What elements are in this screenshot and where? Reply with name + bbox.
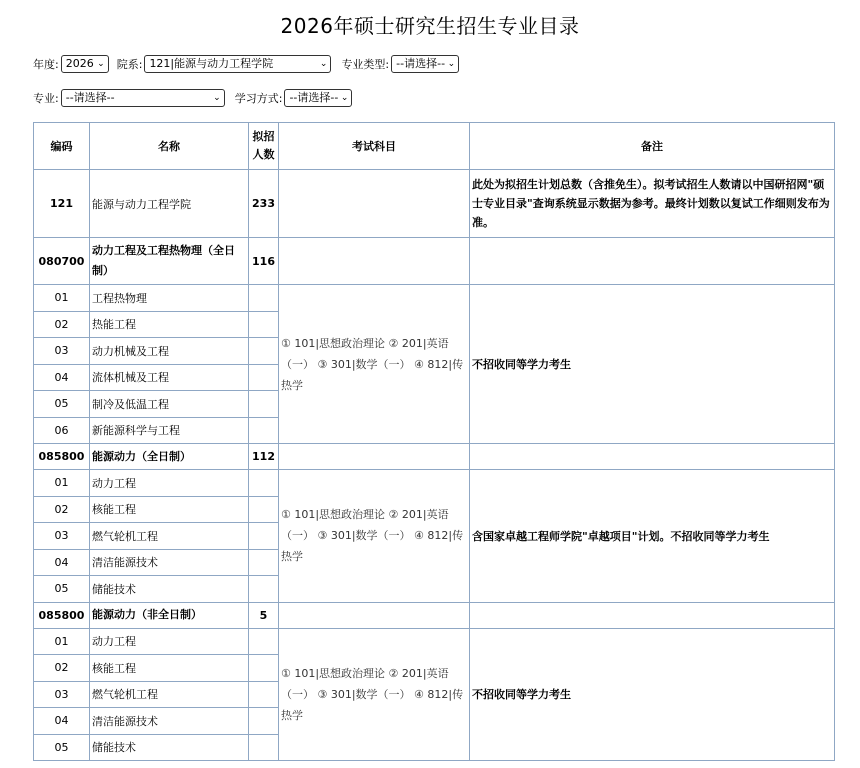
direction-count [249, 391, 279, 418]
direction-code: 05 [34, 576, 90, 603]
dept-code: 121 [34, 170, 90, 238]
direction-count [249, 576, 279, 603]
filter-row-2 [33, 89, 352, 107]
direction-count [249, 708, 279, 735]
dept-select-value: 121|能源与动力工程学院 [149, 57, 274, 70]
direction-count [249, 417, 279, 444]
direction-count [249, 311, 279, 338]
direction-code: 02 [34, 496, 90, 523]
direction-code: 04 [34, 364, 90, 391]
chevron-down-icon: ⌄ [319, 59, 328, 69]
direction-name: 燃气轮机工程 [90, 523, 249, 550]
direction-name: 热能工程 [90, 311, 249, 338]
major-select-value: --请选择-- [65, 91, 115, 104]
exam-subjects: ① 101|思想政治理论 ② 201|英语（一） ③ 301|数学（一） ④ 812|传热学 [279, 628, 470, 761]
direction-count [249, 285, 279, 312]
major-note-empty [470, 602, 835, 628]
major-count: 116 [249, 238, 279, 285]
major-exam-empty [279, 238, 470, 285]
direction-code: 02 [34, 655, 90, 682]
major-row [34, 444, 835, 470]
dept-row [34, 170, 835, 238]
major-count: 5 [249, 602, 279, 628]
direction-count [249, 470, 279, 497]
dept-name: 能源与动力工程学院 [90, 170, 249, 238]
dept-select[interactable] [144, 55, 331, 73]
dept-exam [279, 170, 470, 238]
page-title: 2026年硕士研究生招生专业目录 [280, 14, 580, 38]
major-code: 080700 [34, 238, 90, 285]
direction-code: 05 [34, 391, 90, 418]
direction-count [249, 523, 279, 550]
direction-name: 制冷及低温工程 [90, 391, 249, 418]
direction-code: 03 [34, 523, 90, 550]
direction-name: 动力机械及工程 [90, 338, 249, 365]
direction-code: 01 [34, 285, 90, 312]
direction-count [249, 734, 279, 761]
mode-label: 学习方式: [234, 92, 283, 105]
direction-code: 05 [34, 734, 90, 761]
type-select-value: --请选择-- [396, 57, 446, 70]
header-code: 编码 [34, 123, 90, 170]
direction-row [34, 285, 835, 312]
year-select[interactable] [61, 55, 109, 73]
direction-name: 储能技术 [90, 734, 249, 761]
major-exam-empty [279, 602, 470, 628]
direction-name: 储能技术 [90, 576, 249, 603]
direction-code: 01 [34, 628, 90, 655]
direction-code: 04 [34, 708, 90, 735]
chevron-down-icon: ⌄ [97, 59, 105, 69]
direction-name: 核能工程 [90, 655, 249, 682]
direction-count [249, 338, 279, 365]
exam-subjects: ① 101|思想政治理论 ② 201|英语（一） ③ 301|数学（一） ④ 812|传热学 [279, 285, 470, 444]
mode-select[interactable] [284, 89, 352, 107]
major-row [34, 238, 835, 285]
direction-count [249, 549, 279, 576]
major-row [34, 602, 835, 628]
header-count: 拟招人数 [249, 123, 279, 170]
direction-code: 03 [34, 681, 90, 708]
direction-name: 核能工程 [90, 496, 249, 523]
year-label: 年度: [33, 58, 59, 71]
catalog-table [33, 122, 835, 761]
direction-name: 清洁能源技术 [90, 549, 249, 576]
direction-count [249, 681, 279, 708]
table-header-row [34, 123, 835, 170]
chevron-down-icon: ⌄ [213, 93, 221, 103]
header-note: 备注 [470, 123, 835, 170]
year-select-value: 2026 [65, 57, 94, 70]
direction-row [34, 470, 835, 497]
major-exam-empty [279, 444, 470, 470]
direction-name: 燃气轮机工程 [90, 681, 249, 708]
dept-note: 此处为拟招生计划总数（含推免生）。拟考试招生人数请以中国研招网"硕士专业目录"查询系统显示数据为参考。最终计划数以复试工作细则发布为准。 [470, 170, 835, 238]
major-name: 动力工程及工程热物理（全日制） [90, 238, 249, 285]
major-label: 专业: [33, 92, 59, 105]
direction-name: 清洁能源技术 [90, 708, 249, 735]
direction-name: 流体机械及工程 [90, 364, 249, 391]
direction-count [249, 655, 279, 682]
direction-note: 不招收同等学力考生 [470, 628, 835, 761]
type-select[interactable] [391, 55, 459, 73]
direction-code: 01 [34, 470, 90, 497]
direction-code: 02 [34, 311, 90, 338]
major-code: 085800 [34, 602, 90, 628]
direction-note: 不招收同等学力考生 [470, 285, 835, 444]
direction-note: 含国家卓越工程师学院"卓越项目"计划。不招收同等学力考生 [470, 470, 835, 603]
direction-count [249, 628, 279, 655]
major-name: 能源动力（非全日制） [90, 602, 249, 628]
dept-label: 院系: [116, 58, 143, 71]
major-count: 112 [249, 444, 279, 470]
direction-code: 06 [34, 417, 90, 444]
major-note-empty [470, 444, 835, 470]
direction-name: 动力工程 [90, 628, 249, 655]
major-code: 085800 [34, 444, 90, 470]
exam-subjects: ① 101|思想政治理论 ② 201|英语（一） ③ 301|数学（一） ④ 812|传热学 [279, 470, 470, 603]
type-label: 专业类型: [341, 58, 390, 71]
direction-code: 04 [34, 549, 90, 576]
direction-name: 动力工程 [90, 470, 249, 497]
direction-count [249, 496, 279, 523]
chevron-down-icon: ⌄ [340, 93, 349, 103]
direction-row [34, 628, 835, 655]
direction-code: 03 [34, 338, 90, 365]
chevron-down-icon: ⌄ [447, 59, 456, 69]
major-name: 能源动力（全日制） [90, 444, 249, 470]
header-exam: 考试科目 [279, 123, 470, 170]
filter-row-1 [33, 55, 459, 73]
header-name: 名称 [90, 123, 249, 170]
direction-count [249, 364, 279, 391]
dept-count: 233 [249, 170, 279, 238]
mode-select-value: --请选择-- [289, 91, 339, 104]
major-select[interactable] [61, 89, 225, 107]
direction-name: 工程热物理 [90, 285, 249, 312]
direction-name: 新能源科学与工程 [90, 417, 249, 444]
major-note-empty [470, 238, 835, 285]
